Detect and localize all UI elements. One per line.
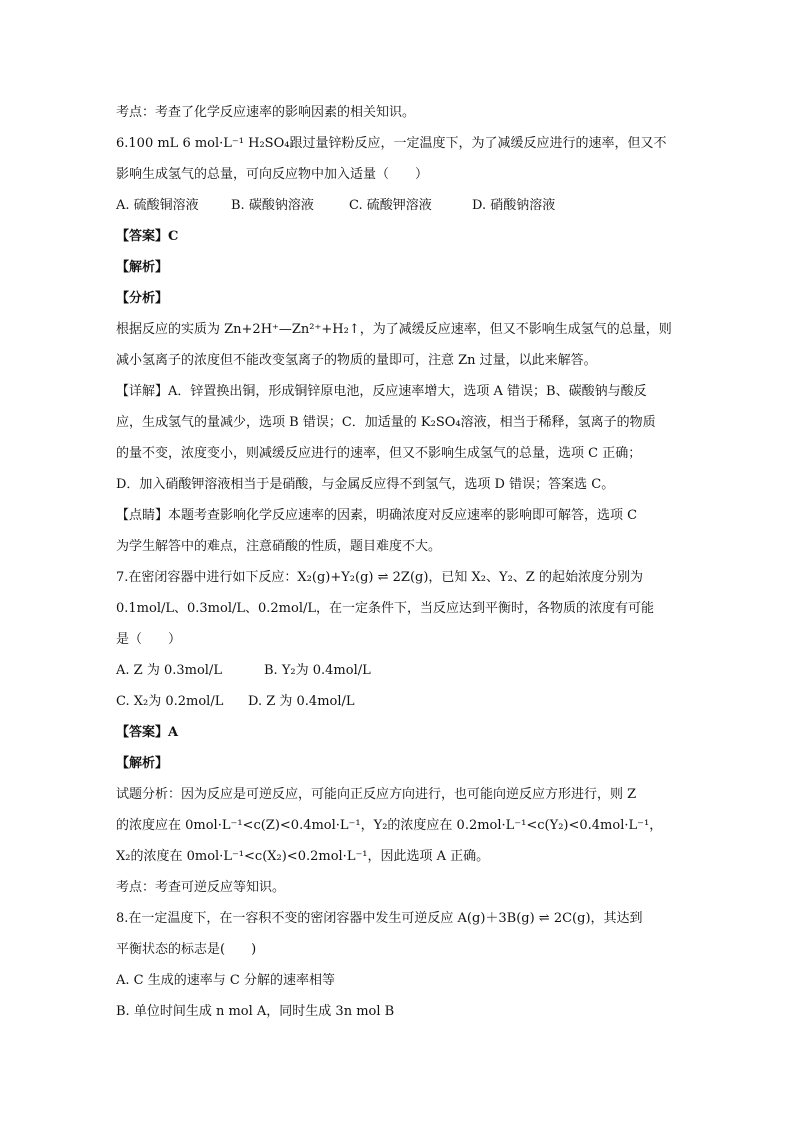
analysis-label: 【解析】	[116, 756, 169, 771]
question-6-stem-line-2: 影响生成氢气的总量，可向反应物中加入适量（ ）	[116, 167, 429, 182]
detail-line-3: 的量不变，浓度变小，则减缓反应进行的速率，但又不影响生成氢气的总量，选项 C 正确；	[116, 446, 642, 461]
comment-line-2: 为学生解答中的难点，注意硝酸的性质，题目难度不大。	[116, 539, 442, 554]
analysis-line-1: 根据反应的实质为 Zn+2H⁺—Zn²⁺+H₂↑，为了减缓反应速率，但又不影响生成氢气的总量，则	[116, 322, 672, 337]
detail-line-4: D．加入硝酸钾溶液相当于是硝酸，与金属反应得不到氢气，选项 D 错误；答案选 C。	[116, 477, 615, 492]
option-a: A. 硫酸铜溶液	[116, 198, 199, 213]
analysis-line-1: 试题分析：因为反应是可逆反应，可能向正反应方向进行，也可能向逆反应方形进行，则 Z	[116, 787, 637, 802]
text-line-1: 考点：考查了化学反应速率的影响因素的相关知识。	[116, 105, 416, 120]
question-7-stem-line-1: 7.在密闭容器中进行如下反应：X₂(g)+Y₂(g) ⇌ 2Z(g)，已知 X₂、Y₂、Z 的起始浓度分别为	[116, 570, 643, 585]
option-a: A. Z 为 0.3mol/L	[116, 663, 222, 678]
detail-line-2: 应，生成氢气的量减少，选项 B 错误；C．加适量的 K₂SO₄溶液，相当于稀释，氢离子的物质	[116, 415, 656, 430]
option-b: B. Y₂为 0.4mol/L	[264, 663, 371, 678]
analysis-section-label: 【分析】	[116, 291, 169, 306]
answer-label: 【答案】C	[116, 229, 179, 244]
comment-line-1: 【点睛】本题考查影响化学反应速率的因素，明确浓度对反应速率的影响即可解答，选项 C	[116, 508, 638, 523]
option-d: D. 硝酸钠溶液	[472, 198, 556, 213]
knowledge-point: 考点：考查可逆反应等知识。	[116, 880, 286, 895]
question-6-stem-line-1: 6.100 mL 6 mol·L⁻¹ H₂SO₄跟过量锌粉反应，一定温度下，为了减缓反应进行的速率，但又不	[116, 136, 667, 151]
analysis-label: 【解析】	[116, 260, 169, 275]
option-c: C. 硫酸钾溶液	[349, 198, 432, 213]
option-b: B. 碳酸钠溶液	[231, 198, 314, 213]
option-c: C. X₂为 0.2mol/L	[116, 694, 224, 709]
question-8-stem-line-2: 平衡状态的标志是( )	[116, 942, 257, 957]
option-a: A. C 生成的速率与 C 分解的速率相等	[116, 973, 335, 988]
question-7-options-row-1	[116, 662, 686, 680]
analysis-line-2: 的浓度应在 0mol·L⁻¹<c(Z)<0.4mol·L⁻¹，Y₂的浓度应在 0.2mol·L⁻¹<c(Y₂)<0.4mol·L⁻¹，	[116, 818, 663, 833]
option-d: D. Z 为 0.4mol/L	[248, 694, 355, 709]
option-b: B. 单位时间生成 n mol A，同时生成 3n mol B	[116, 1004, 395, 1019]
question-8-stem-line-1: 8.在一定温度下，在一容积不变的密闭容器中发生可逆反应 A(g)＋3B(g) ⇌ 2C(g)，其达到	[116, 911, 643, 926]
question-6-options	[116, 197, 686, 215]
analysis-line-3: X₂的浓度在 0mol·L⁻¹<c(X₂)<0.2mol·L⁻¹，因此选项 A 正确。	[116, 849, 490, 864]
detail-line-1: 【详解】A．锌置换出铜，形成铜锌原电池，反应速率增大，选项 A 错误；B、碳酸钠与酸反	[116, 384, 647, 399]
question-7-options-row-2	[116, 693, 686, 711]
answer-label: 【答案】A	[116, 725, 179, 740]
analysis-line-2: 减小氢离子的浓度但不能改变氢离子的物质的量即可，注意 Zn 过量，以此来解答。	[116, 353, 597, 368]
question-7-stem-line-2: 0.1mol/L、0.3mol/L、0.2mol/L，在一定条件下，当反应达到平衡时，各物质的浓度有可能	[116, 601, 654, 616]
question-7-stem-line-3: 是（ ）	[116, 632, 182, 647]
